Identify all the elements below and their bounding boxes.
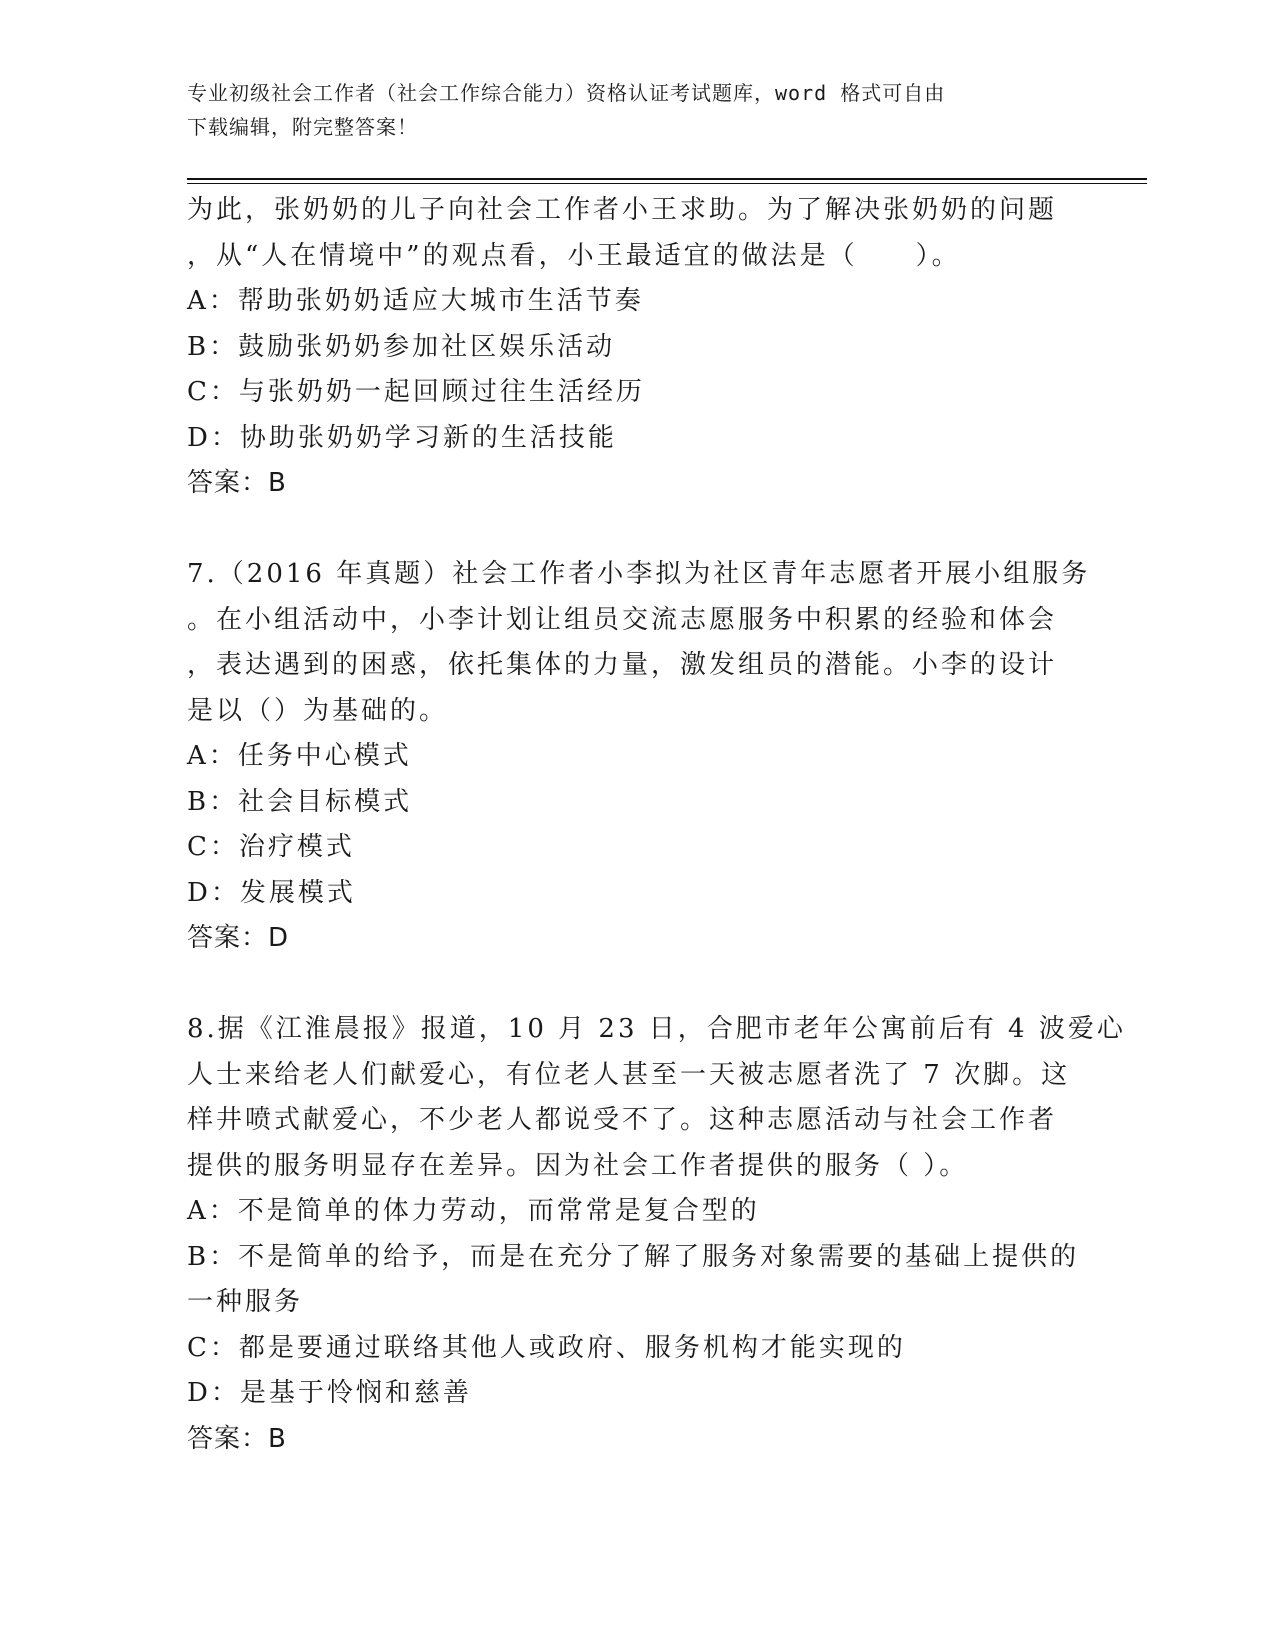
question-8-option-c: C：都是要通过联络其他人或政府、服务机构才能实现的	[187, 1332, 906, 1363]
question-6-line-2: ，从“人在情境中”的观点看，小王最适宜的做法是（ ）。	[187, 240, 961, 271]
header-line-2: 下载编辑，附完整答案！	[187, 115, 418, 139]
document-header	[187, 76, 1067, 144]
spacer	[187, 507, 1087, 553]
question-8-answer: 答案：B	[187, 1423, 287, 1454]
question-8-option-a: A：不是简单的体力劳动，而常常是复合型的	[187, 1196, 760, 1226]
question-8-option-d: D：是基于怜悯和慈善	[187, 1378, 472, 1408]
question-7-option-a: A：任务中心模式	[187, 741, 412, 771]
question-7-option-c: C：治疗模式	[187, 832, 355, 862]
question-7-line-2: 。在小组活动中，小李计划让组员交流志愿服务中积累的经验和体会	[187, 604, 1058, 635]
question-8-line-3: 样井喷式献爱心，不少老人都说受不了。这种志愿活动与社会工作者	[187, 1105, 1058, 1135]
question-7-option-b: B：社会目标模式	[187, 786, 413, 817]
question-6-answer: 答案：B	[187, 468, 287, 498]
question-7-line-4: 是以（）为基础的。	[187, 695, 449, 726]
question-8	[187, 1007, 1126, 1462]
question-6-option-b: B：鼓励张奶奶参加社区娱乐活动	[187, 331, 616, 362]
question-6	[187, 188, 1087, 507]
question-8-option-b-cont: 一种服务	[187, 1287, 304, 1317]
question-7-option-d: D：发展模式	[187, 877, 356, 908]
question-8-line-2: 人士来给老人们献爱心，有位老人甚至一天被志愿者洗了 7 次脚。这	[187, 1059, 1071, 1090]
spacer	[187, 962, 1087, 1008]
question-6-option-c: C：与张奶奶一起回顾过往生活经历	[187, 377, 645, 407]
header-divider-thick	[187, 178, 1147, 180]
question-7-line-1: 7.（2016 年真题）社会工作者小李拟为社区青年志愿者开展小组服务	[187, 559, 1091, 589]
document-body	[187, 188, 1126, 1462]
question-8-line-4: 提供的服务明显存在差异。因为社会工作者提供的服务（ ）。	[187, 1150, 969, 1181]
header-line-1: 专业初级社会工作者（社会工作综合能力）资格认证考试题库，word 格式可自由	[187, 81, 946, 105]
question-7	[187, 552, 1091, 962]
question-6-option-d: D：协助张奶奶学习新的生活技能	[187, 422, 617, 453]
question-8-line-1: 8.据《江淮晨报》报道，10 月 23 日，合肥市老年公寓前后有 4 波爱心	[187, 1014, 1126, 1044]
header-divider-thin	[187, 183, 1147, 184]
question-6-line-1: 为此，张奶奶的儿子向社会工作者小王求助。为了解决张奶奶的问题	[187, 195, 1058, 225]
question-8-option-b: B：不是简单的给予，而是在充分了解了服务对象需要的基础上提供的	[187, 1241, 1080, 1272]
question-7-answer: 答案：D	[187, 923, 290, 953]
question-6-option-a: A：帮助张奶奶适应大城市生活节奏	[187, 286, 644, 316]
question-7-line-3: ，表达遇到的困惑，依托集体的力量，激发组员的潜能。小李的设计	[187, 650, 1058, 680]
